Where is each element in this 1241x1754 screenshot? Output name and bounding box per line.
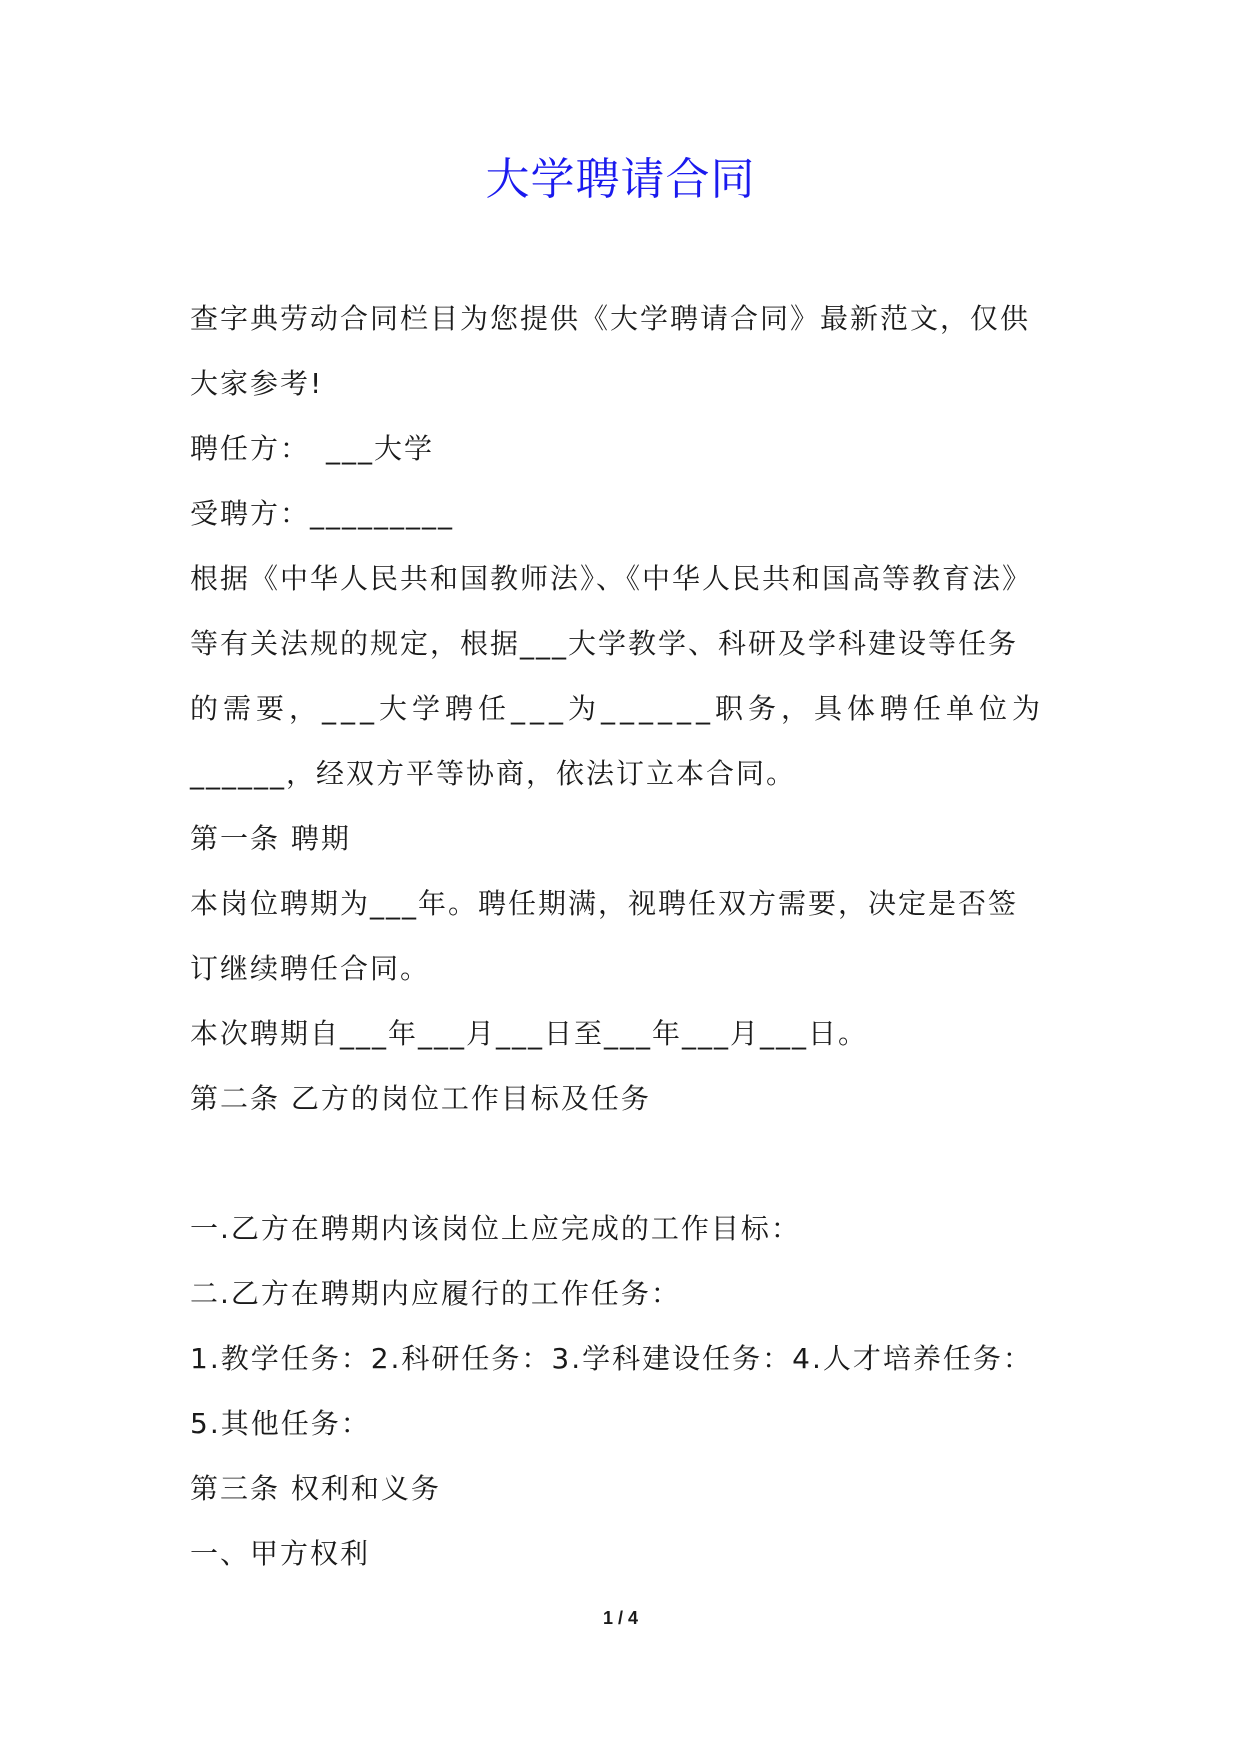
- task-list-line-2: 5.其他任务：: [190, 1407, 371, 1440]
- blank-line: [190, 1131, 1060, 1196]
- term-dates-line: 本次聘期自___年___月___日至___年___月___日。: [190, 1017, 869, 1050]
- goals-line: 一.乙方在聘期内该岗位上应完成的工作目标：: [190, 1212, 801, 1245]
- employer-line: 聘任方： ___大学: [190, 432, 435, 465]
- article-3-heading: 第三条 权利和义务: [190, 1472, 441, 1505]
- intro-line-2: 大家参考!: [190, 367, 324, 400]
- basis-line-4: ______，经双方平等协商，依法订立本合同。: [190, 757, 797, 790]
- party-a-rights-heading: 一、甲方权利: [190, 1537, 371, 1570]
- tasks-line: 二.乙方在聘期内应履行的工作任务：: [190, 1277, 681, 1310]
- basis-line-1: 根据《中华人民共和国教师法》、《中华人民共和国高等教育法》: [190, 562, 1033, 595]
- task-list-line-1: 1.教学任务：2.科研任务：3.学科建设任务：4.人才培养任务：: [190, 1342, 1033, 1375]
- employee-line: 受聘方：_________: [190, 497, 455, 530]
- page-number: 1 / 4: [602, 1608, 639, 1628]
- document-title: 大学聘请合同: [485, 154, 756, 205]
- article-1-heading: 第一条 聘期: [190, 822, 351, 855]
- intro-line-1: 查字典劳动合同栏目为您提供《大学聘请合同》最新范文，仅供: [190, 302, 1031, 335]
- term-line-2: 订继续聘任合同。: [190, 952, 431, 985]
- basis-line-2: 等有关法规的规定，根据___大学教学、科研及学科建设等任务: [190, 627, 1019, 660]
- article-2-heading: 第二条 乙方的岗位工作目标及任务: [190, 1082, 651, 1115]
- term-line-1: 本岗位聘期为___年。聘任期满，视聘任双方需要，决定是否签: [190, 887, 1019, 920]
- basis-line-3: 的需要，___大学聘任___为______职务，具体聘任单位为: [190, 692, 1046, 725]
- document-body: [190, 286, 1060, 1586]
